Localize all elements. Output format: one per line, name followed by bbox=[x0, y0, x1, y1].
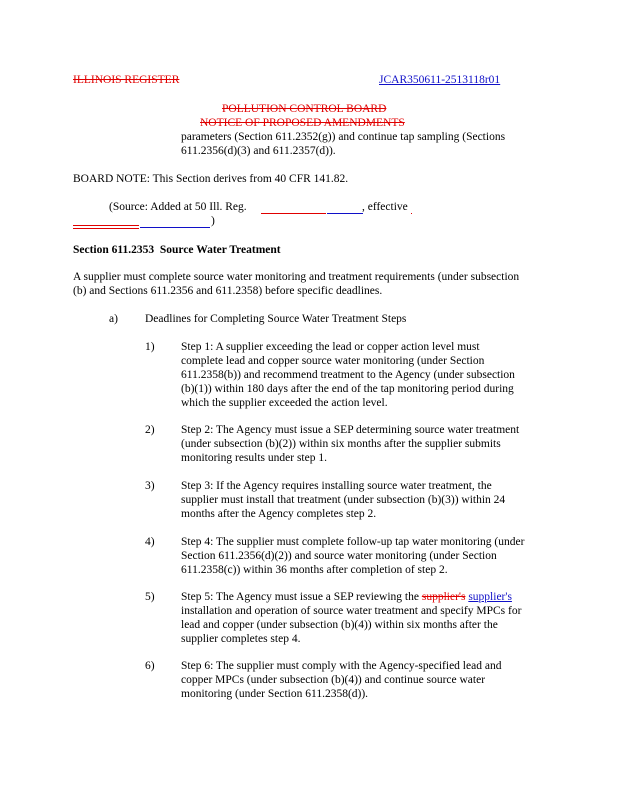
step-line: supplier completes step 4. bbox=[181, 633, 301, 645]
section-number: Section 611.2353 bbox=[73, 244, 155, 256]
step-line: 611.2358(b)) and recommend treatment to the Agency (under subsection bbox=[181, 369, 515, 381]
deleted-blank-3 bbox=[73, 225, 139, 229]
inserted-blank-2 bbox=[140, 227, 210, 228]
section-heading bbox=[73, 243, 281, 258]
step-5-text-start: Step 5: The Agency must issue a SEP reviewing the bbox=[181, 591, 422, 603]
source-prefix: (Source: Added at 50 bbox=[109, 201, 210, 213]
step-number: 5) bbox=[145, 591, 155, 603]
source-reg: Ill. Reg. bbox=[209, 201, 247, 213]
step-line: Step 6: The supplier must comply with the Agency-specified lead and bbox=[181, 660, 502, 672]
step-line bbox=[181, 590, 512, 605]
step-line: Step 2: The Agency must issue a SEP determining source water treatment bbox=[181, 424, 520, 436]
agency-title: POLLUTION CONTROL BOARD bbox=[222, 103, 387, 115]
step-line: monitoring results under step 1. bbox=[181, 452, 327, 464]
inserted-word: supplier's bbox=[468, 591, 512, 603]
step-line: monitoring (under Section 611.2358(d)). bbox=[181, 688, 369, 700]
section-title: Source Water Treatment bbox=[159, 244, 281, 256]
step-line: complete lead and copper source water monitoring (under Section bbox=[181, 355, 485, 367]
step-number: 6) bbox=[145, 660, 155, 672]
subsection-a-label: a) bbox=[109, 313, 118, 325]
step-number: 3) bbox=[145, 480, 155, 492]
step-number: 4) bbox=[145, 536, 155, 548]
step-number: 1) bbox=[145, 341, 155, 353]
continuation-line-2: 611.2356(d)(3) and 611.2357(d)). bbox=[181, 145, 336, 157]
deleted-word: supplier's bbox=[421, 591, 466, 603]
step-line: installation and operation of source water treatment and specify MPCs for bbox=[181, 605, 522, 617]
source-citation bbox=[109, 200, 247, 215]
register-header: ILLINOIS REGISTER bbox=[73, 74, 180, 86]
intro-line-1: A supplier must complete source water monitoring and treatment requirements (under subsection bbox=[73, 271, 520, 283]
step-line: Section 611.2356(d)(2)) and source water monitoring (under Section bbox=[181, 550, 497, 562]
step-line: copper MPCs (under subsection (b)(4)) and continue source water bbox=[181, 674, 486, 686]
step-line: Step 4: The supplier must complete follow-up tap water monitoring (under bbox=[181, 536, 525, 548]
deleted-blank-1 bbox=[261, 213, 326, 214]
step-line: Step 1: A supplier exceeding the lead or copper action level must bbox=[181, 341, 480, 353]
step-line: (b)(1)) within 180 days after the end of the tap monitoring period during bbox=[181, 383, 514, 395]
intro-line-2: (b) and Sections 611.2356 and 611.2358) before specific deadlines. bbox=[73, 285, 383, 297]
step-line: 611.2358(c)) within 36 months after completion of step 2. bbox=[181, 564, 448, 576]
step-line: (under subsection (b)(2)) within six months after the supplier submits bbox=[181, 438, 501, 450]
notice-title: NOTICE OF PROPOSED AMENDMENTS bbox=[200, 117, 405, 129]
source-close: ) bbox=[211, 215, 215, 227]
step-line: Step 3: If the Agency requires installing source water treatment, the bbox=[181, 480, 492, 492]
step-line: which the supplier exceeded the action level. bbox=[181, 397, 388, 409]
continuation-line-1: parameters (Section 611.2352(g)) and continue tap sampling (Sections bbox=[181, 131, 506, 143]
step-line: months after the Agency completes step 2. bbox=[181, 508, 377, 520]
jcar-code: JCAR350611-2513118r01 bbox=[379, 74, 501, 86]
deleted-blank-2 bbox=[411, 213, 412, 214]
inserted-blank-1 bbox=[327, 213, 363, 214]
source-effective: , effective bbox=[362, 201, 408, 213]
board-note: BOARD NOTE: This Section derives from 40 CFR 141.82. bbox=[73, 173, 349, 185]
subsection-a-title: Deadlines for Completing Source Water Treatment Steps bbox=[145, 313, 407, 325]
step-line: lead and copper (under subsection (b)(4)) within six months after the bbox=[181, 619, 498, 631]
step-line: supplier must install that treatment (under subsection (b)(3)) within 24 bbox=[181, 494, 506, 506]
step-number: 2) bbox=[145, 424, 155, 436]
